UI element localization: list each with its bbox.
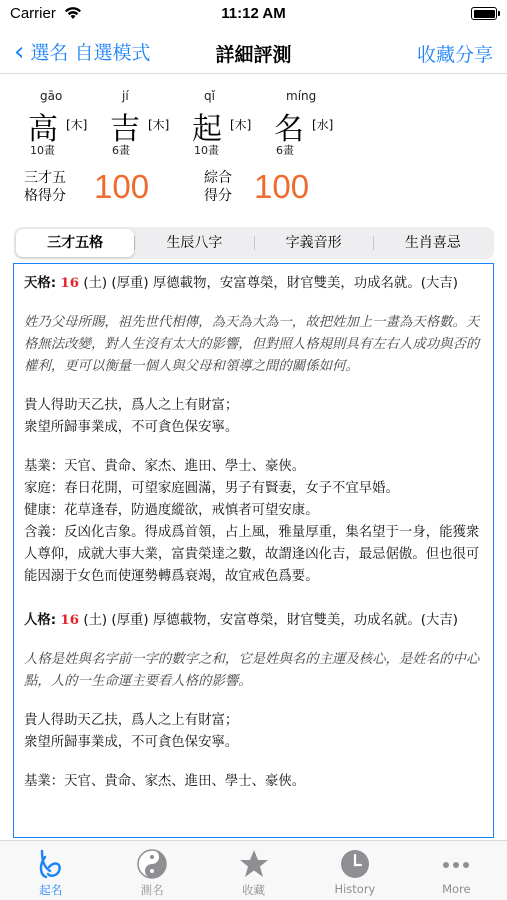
hanzi: 吉	[110, 112, 140, 147]
tab-label: More	[442, 882, 471, 896]
analysis-text-view[interactable]	[13, 263, 494, 838]
overall-label-line-2: 得分	[204, 188, 232, 204]
tab-favorites[interactable]	[203, 841, 304, 900]
tab-label: 收藏	[242, 883, 266, 897]
tiange-details	[24, 456, 483, 588]
renge-verse-line-2: 衆望所歸事業成，不可貪色保安寧。	[24, 735, 239, 750]
pinyin: jí	[122, 89, 129, 103]
name-char	[270, 86, 352, 156]
hanzi: 起	[192, 112, 222, 147]
renge-verse-line-1: 貴人得助天乙扶，爲人之上有財富；	[24, 713, 239, 728]
tiange-label: 天格:	[24, 276, 57, 291]
status-bar	[0, 0, 507, 30]
pinyin: gāo	[40, 89, 63, 103]
tab-name-test[interactable]	[101, 841, 202, 900]
sancai-label-line-2: 格得分	[24, 188, 66, 204]
segment-zodiac[interactable]: 生肖喜忌	[404, 235, 461, 251]
overall-score-label	[204, 169, 244, 205]
renge-label: 人格:	[24, 613, 57, 628]
tiange-verse	[24, 395, 483, 439]
tiange-verse-line-1: 貴人得助天乙扶，爲人之上有財富；	[24, 398, 239, 413]
tiange-health: 健康：花草逢春，防過度縱欲，戒慎者可望安康。	[24, 503, 319, 518]
name-char	[188, 86, 270, 156]
name-characters	[24, 86, 352, 156]
battery-fill	[474, 10, 495, 18]
renge-foundation: 基業：天官、貴命、家杰、進田、學士、豪俠。	[24, 774, 306, 789]
star-icon	[237, 847, 271, 881]
page-title: 詳細評測	[215, 44, 292, 66]
stroke-count: 10畫	[194, 144, 219, 157]
element-tag: [木]	[230, 118, 252, 132]
tiange-verse-line-2: 衆望所歸事業成，不可貪色保安寧。	[24, 420, 239, 435]
tiange-meaning: 含義：反凶化吉象。得成爲首領，占上風，雅量厚重，集名望于一身，能獲衆人尊仰，成就大事大業，富貴榮達之數，故謂逢凶化吉，最忌倨傲。但也很可能因溺于女色而使運勢轉爲衰竭，故宜戒色爲要。	[24, 525, 480, 584]
back-label: 選名 自選模式	[30, 42, 151, 64]
renge-number: 16	[60, 612, 80, 628]
tab-label: History	[334, 882, 376, 896]
score-row	[24, 168, 309, 206]
favorite-share-button[interactable]: 收藏分享	[416, 44, 493, 66]
clock: 11:12 AM	[221, 5, 286, 22]
hanzi: 高	[28, 112, 58, 147]
segment-sancai-wuge[interactable]: 三才五格	[16, 229, 134, 257]
segmented-control	[14, 227, 494, 259]
segment-char-meaning[interactable]: 字義音形	[285, 235, 342, 251]
stroke-count: 10畫	[30, 144, 55, 157]
sancai-score-value: 100	[94, 168, 150, 205]
sancai-label-line-1: 三才五	[24, 170, 66, 186]
overall-label-line-1: 綜合	[204, 170, 232, 186]
tab-more[interactable]	[406, 841, 507, 900]
stroke-count: 6畫	[276, 144, 294, 157]
stroke-count: 6畫	[112, 144, 130, 157]
carrier-label: Carrier	[10, 5, 56, 22]
renge-summary-text: (土) (厚重) 厚德載物，安富尊榮，財官雙美，功成名就。(大吉)	[83, 613, 458, 628]
tiange-summary	[24, 272, 483, 295]
pinyin: qǐ	[204, 89, 215, 103]
sancai-score-label	[24, 169, 74, 205]
yin-yang-icon	[135, 847, 169, 881]
tiange-number: 16	[60, 275, 80, 291]
chevron-left-icon: ‹	[14, 36, 25, 67]
hanzi: 名	[274, 112, 304, 147]
clock-icon	[338, 847, 372, 881]
tab-bar	[0, 840, 507, 900]
pinyin: míng	[286, 89, 317, 103]
segment-birth-bazi[interactable]: 生辰八字	[166, 235, 223, 251]
element-tag: [水]	[312, 118, 334, 132]
name-char	[106, 86, 188, 156]
navigation-bar	[0, 30, 507, 74]
element-tag: [木]	[148, 118, 170, 132]
renge-summary	[24, 609, 483, 632]
renge-verse	[24, 710, 483, 754]
renge-explanation: 人格是姓與名字前一字的數字之和，它是姓與名的主運及核心，是姓名的中心點，人的一生命運主要看人格的影響。	[24, 652, 480, 689]
tiange-foundation: 基業：天官、貴命、家杰、進田、學士、豪俠。	[24, 459, 306, 474]
tiange-explanation: 姓乃父母所賜，祖先世代相傳，為天為大為一，故把姓加上一畫為天格數。天格無法改變，對人生沒有太大的影響，但對照人格規則具有左右人成功與否的權利，更可以衡量一個人與父母和領導之間的關係如何。	[24, 315, 480, 374]
more-dots-icon	[439, 847, 473, 881]
tab-label: 起名	[39, 883, 63, 897]
tab-label: 測名	[140, 883, 164, 897]
name-char	[24, 86, 106, 156]
battery-icon	[471, 7, 497, 20]
tiange-family: 家庭：春日花開，可望家庭圓滿，男子有賢妻，女子不宜早婚。	[24, 481, 399, 496]
tiange-summary-text: (土) (厚重) 厚德載物，安富尊榮，財官雙美，功成名就。(大吉)	[83, 276, 458, 291]
overall-score-value: 100	[254, 168, 310, 205]
element-tag: [木]	[66, 118, 88, 132]
tab-naming[interactable]	[0, 841, 101, 900]
name-logo-icon	[34, 847, 68, 881]
tab-history[interactable]	[304, 841, 405, 900]
renge-details	[24, 771, 483, 793]
